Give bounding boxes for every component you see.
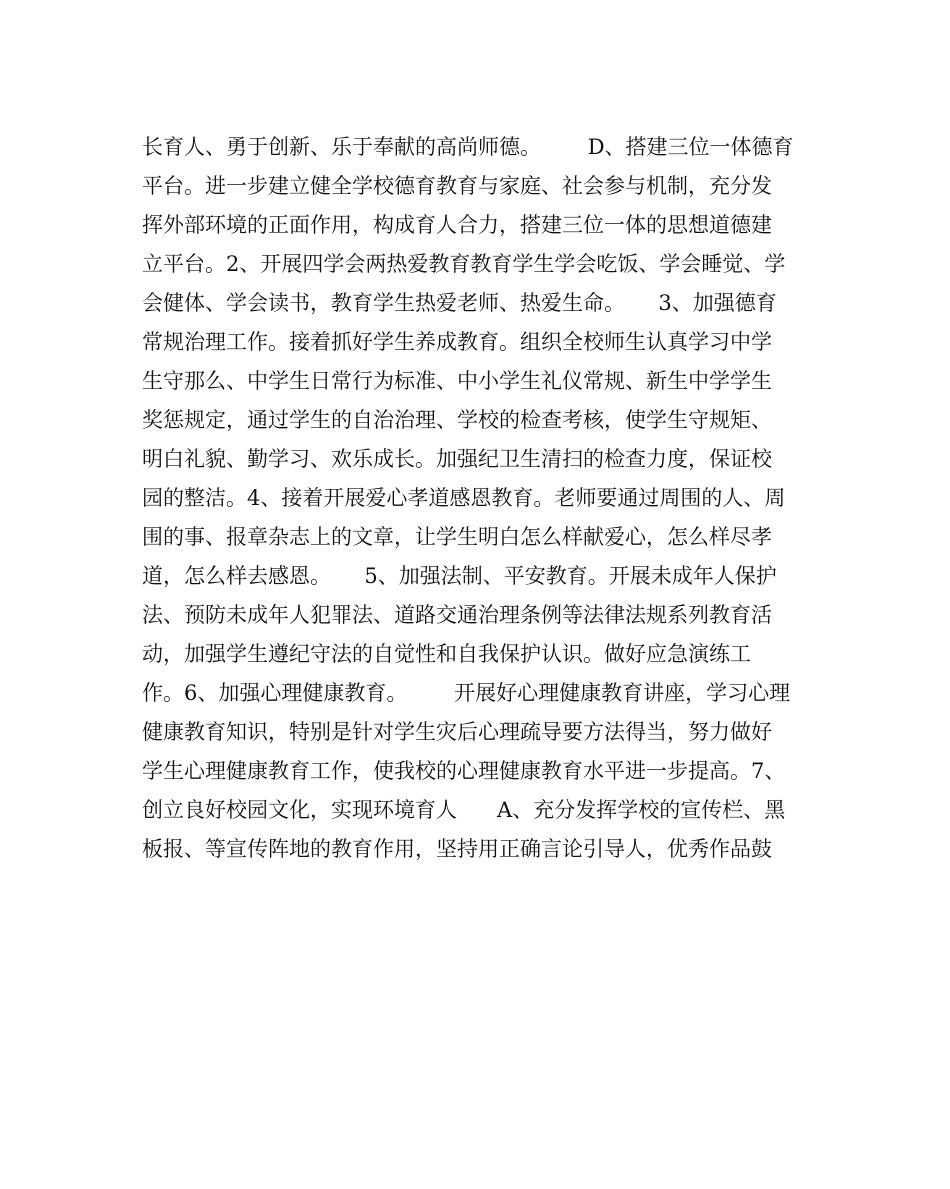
text-line: 会健体、学会读书，教育学生热爱老师、热爱生命。 3、加强德育 bbox=[142, 291, 777, 315]
text-line: 动，加强学生遵纪守法的自觉性和自我保护认识。做好应急演练工 bbox=[142, 642, 751, 666]
text-line: 作。6、加强心理健康教育。 开展好心理健康教育讲座，学习心理 bbox=[142, 681, 791, 705]
text-line: 围的事、报章杂志上的文章，让学生明白怎么样献爱心，怎么样尽孝 bbox=[142, 525, 772, 549]
text-line: 长育人、勇于创新、乐于奉献的高尚师德。 D、搭建三位一体德育 bbox=[142, 135, 794, 159]
text-line: 创立良好校园文化，实现环境育人 A、充分发挥学校的宣传栏、黑 bbox=[142, 798, 786, 822]
text-line: 健康教育知识，特别是针对学生灾后心理疏导要方法得当，努力做好 bbox=[142, 720, 772, 744]
text-line: 奖惩规定，通过学生的自治治理、学校的检查考核，使学生守规矩、 bbox=[142, 408, 772, 432]
text-line: 法、预防未成年人犯罪法、道路交通治理条例等法律法规系列教育活 bbox=[142, 603, 772, 627]
text-line: 平台。进一步建立健全学校德育教育与家庭、社会参与机制，充分发 bbox=[142, 174, 772, 198]
text-line: 学生心理健康教育工作，使我校的心理健康教育水平进一步提高。7、 bbox=[142, 759, 786, 783]
text-line: 板报、等宣传阵地的教育作用，坚持用正确言论引导人，优秀作品鼓 bbox=[142, 837, 772, 861]
text-line: 常规治理工作。接着抓好学生养成教育。组织全校师生认真学习中学 bbox=[142, 330, 772, 354]
body-text bbox=[142, 128, 822, 869]
text-line: 立平台。2、开展四学会两热爱教育教育学生学会吃饭、学会睡觉、学 bbox=[142, 252, 786, 276]
text-line: 道，怎么样去感恩。 5、加强法制、平安教育。开展未成年人保护 bbox=[142, 564, 777, 588]
text-line: 明白礼貌、勤学习、欢乐成长。加强纪卫生清扫的检查力度，保证校 bbox=[142, 447, 772, 471]
text-line: 园的整洁。4、接着开展爱心孝道感恩教育。老师要通过周围的人、周 bbox=[142, 486, 786, 510]
text-line: 生守那么、中学生日常行为标准、中小学生礼仪常规、新生中学学生 bbox=[142, 369, 772, 393]
text-line: 挥外部环境的正面作用，构成育人合力，搭建三位一体的思想道德建 bbox=[142, 213, 772, 237]
